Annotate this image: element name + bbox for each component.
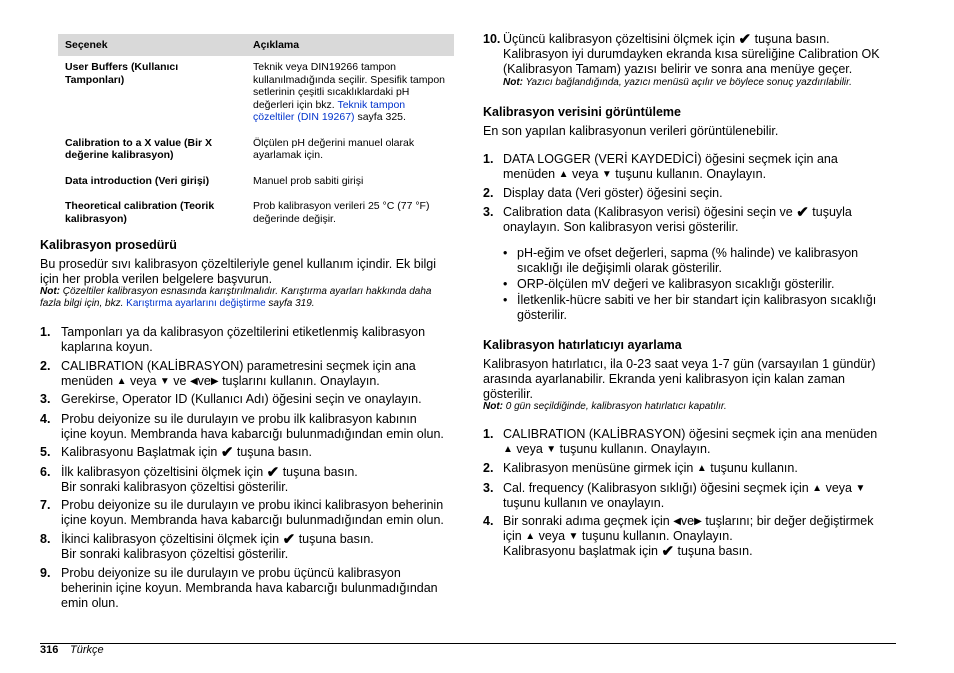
description-cell: Teknik veya DIN19266 tampon kullanılmadığında seçilir. Spesifik tampon setlerinin çeşitli sıcaklıklardaki pH değerleri için bkz. Teknik tampon çözeltiler (DIN 19267) sayfa 325. <box>246 56 454 131</box>
view-intro: En son yapılan kalibrasyonun verileri görüntülenebilir. <box>483 124 779 138</box>
check-icon: ✔ <box>661 543 675 560</box>
reminder-intro-line: gösterilir. <box>483 387 534 401</box>
up-arrow-icon: ▲ <box>525 531 536 542</box>
reminder-heading: Kalibrasyon hatırlatıcıyı ayarlama <box>483 338 682 352</box>
table-header-option: Seçenek <box>58 34 246 56</box>
right-arrow-icon: ▶ <box>694 516 702 527</box>
table-row <box>58 169 454 195</box>
view-calibration-heading: Kalibrasyon verisini görüntüleme <box>483 105 681 119</box>
calibration-procedure-heading: Kalibrasyon prosedürü <box>40 238 177 252</box>
procedure-note: Not: Çözeltiler kalibrasyon esnasında karıştırılmalıdır. Karıştırma ayarları hakkında daha fazla bilgi için, bkz. Karıştırma ayarlarını değiştirme sayfa 319. <box>40 286 432 309</box>
down-arrow-icon: ▼ <box>601 169 612 180</box>
down-arrow-icon: ▼ <box>568 531 579 542</box>
option-cell: Theoretical calibration (Teorik kalibrasyon) <box>58 195 246 233</box>
up-arrow-icon: ▲ <box>503 444 513 455</box>
left-arrow-icon: ◀ <box>189 376 198 387</box>
reminder-intro-line: arasında ayarlanabilir. Ekranda yeni kalibrasyon için kalan zaman <box>483 372 846 386</box>
check-icon: ✔ <box>266 464 280 481</box>
up-arrow-icon: ▲ <box>696 463 707 474</box>
reminder-note: Not: 0 gün seçildiğinde, kalibrasyon hatırlatıcı kapatılır. <box>483 401 727 412</box>
option-cell: Data introduction (Veri girişi) <box>58 169 246 195</box>
page-number: 316 <box>40 644 59 656</box>
option-cell: Calibration to a X value (Bir X değerine kalibrasyon) <box>58 131 246 169</box>
description-cell: Prob kalibrasyon verileri 25 °C (77 °F) değerinde değişir. <box>246 195 454 233</box>
right-arrow-icon: ▶ <box>210 376 219 387</box>
reminder-intro-line: Kalibrasyon hatırlatıcı, ila 0-23 saat veya 1-7 gün (varsayılan 1 gündür) <box>483 357 876 371</box>
check-icon: ✔ <box>738 31 752 48</box>
description-cell: Ölçülen pH değerini manuel olarak ayarlamak için. <box>246 131 454 169</box>
stirring-link[interactable]: Karıştırma ayarlarını değiştirme <box>126 298 266 309</box>
up-arrow-icon: ▲ <box>558 169 569 180</box>
option-cell: User Buffers (Kullanıcı Tamponları) <box>58 56 246 131</box>
buffer-link[interactable]: Teknik tampon çözeltiler (DIN 19267) <box>253 98 406 123</box>
left-arrow-icon: ◀ <box>673 516 681 527</box>
down-arrow-icon: ▼ <box>546 444 557 455</box>
table-row <box>58 195 454 233</box>
printer-note: Not: Yazıcı bağlandığında, yazıcı menüsü açılır ve böylece sonuç yazdırılabilir. <box>503 77 852 88</box>
check-icon: ✔ <box>282 531 296 548</box>
footer-language: Türkçe <box>70 644 104 656</box>
down-arrow-icon: ▼ <box>159 376 170 387</box>
procedure-intro: Bu prosedür sıvı kalibrasyon çözeltileriyle genel kullanım içindir. Ek bilgi için her probla verilen belgelere başvurun. <box>40 257 437 286</box>
table-row <box>58 56 454 131</box>
table-row <box>58 131 454 169</box>
check-icon: ✔ <box>220 444 234 461</box>
description-cell: Manuel prob sabiti girişi <box>246 169 454 195</box>
table-header-description: Açıklama <box>246 34 454 56</box>
down-arrow-icon: ▼ <box>855 483 866 494</box>
up-arrow-icon: ▲ <box>812 483 823 494</box>
options-table <box>58 34 454 233</box>
footer-divider <box>40 643 896 644</box>
up-arrow-icon: ▲ <box>116 376 127 387</box>
check-icon: ✔ <box>796 204 809 221</box>
